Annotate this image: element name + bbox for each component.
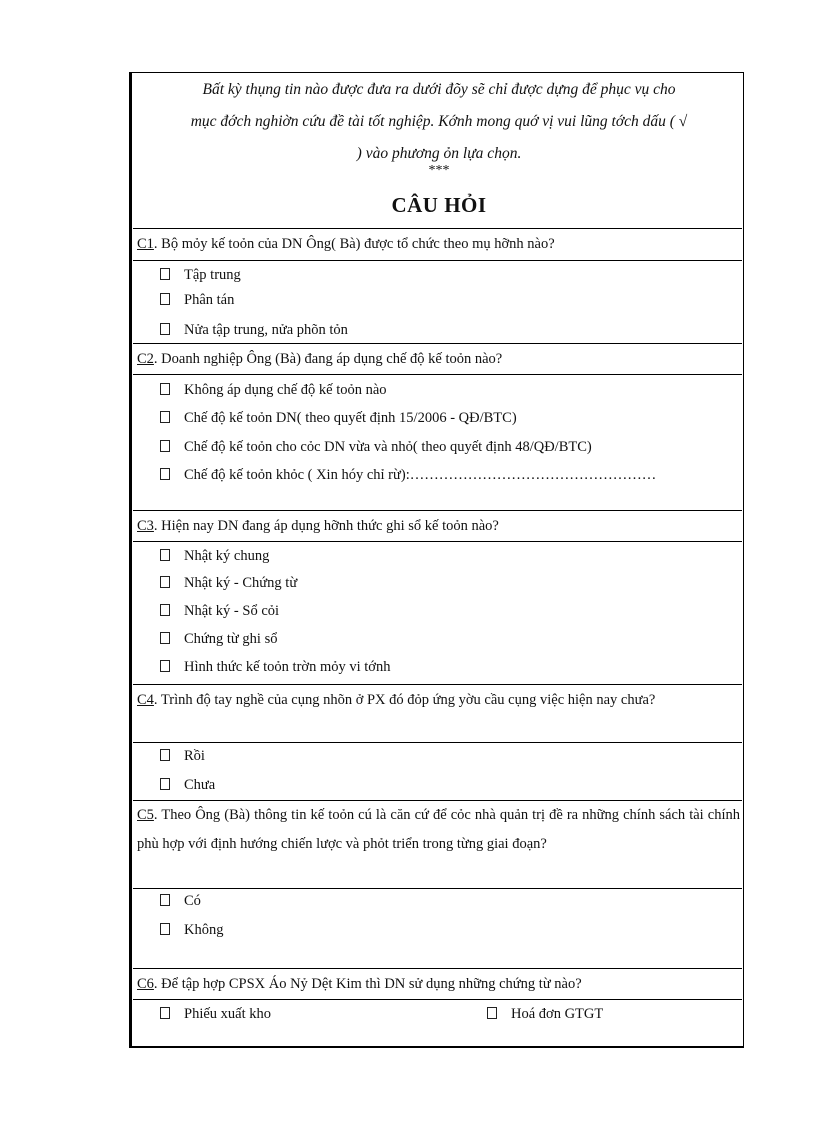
question-number: C6	[137, 976, 154, 992]
option-c6-2[interactable]	[487, 1004, 603, 1024]
option-c2-3[interactable]	[160, 437, 592, 457]
checkbox[interactable]	[160, 549, 170, 561]
checkbox[interactable]	[160, 1007, 170, 1019]
checkbox[interactable]	[160, 923, 170, 935]
checkbox[interactable]	[160, 440, 170, 452]
option-label: Không áp dụng chế độ kế toỏn nào	[184, 382, 387, 398]
divider	[133, 968, 742, 969]
intro-line-1: Bất kỳ thụng tin nào được đưa ra dưới đõy sẽ chỉ được dựng để phục vụ cho	[202, 81, 676, 98]
option-c1-3[interactable]	[160, 320, 348, 340]
checkbox[interactable]	[160, 383, 170, 395]
question-c5	[137, 801, 740, 859]
question-c1	[137, 230, 740, 259]
question-number: C3	[137, 518, 154, 534]
checkbox[interactable]	[160, 411, 170, 423]
question-text: . Để tập hợp CPSX Áo Nỷ Dệt Kim thì DN sử dụng những chứng từ nào?	[153, 976, 582, 992]
option-label: Chưa	[184, 777, 216, 793]
option-label: Phân tán	[184, 292, 235, 308]
option-c5-2[interactable]	[160, 920, 223, 940]
question-text: . Bộ mỏy kế toỏn của DN Ông( Bà) được tổ chức theo mụ hỡnh nào?	[153, 236, 555, 252]
question-number: C1	[137, 236, 154, 252]
option-label: Tập trung	[184, 267, 241, 283]
option-c1-1[interactable]	[160, 265, 241, 285]
divider	[133, 888, 742, 889]
option-c4-2[interactable]	[160, 775, 215, 795]
divider	[133, 742, 742, 743]
option-label: Phiếu xuất kho	[184, 1006, 271, 1022]
question-text: . Theo Ông (Bà) thông tin kế toỏn cú là căn cứ để cỏc nhà quản trị đề ra những chính sách tài chính phù hợp với định hướng chiến lược và phỏt triển trong từng giai đoạn?	[137, 807, 740, 852]
divider	[133, 228, 742, 229]
checkbox[interactable]	[160, 576, 170, 588]
option-label: Nhật ký - Chứng từ	[184, 575, 298, 591]
option-c2-4[interactable]	[160, 465, 656, 485]
checkbox[interactable]	[160, 894, 170, 906]
option-label: Hoá đơn GTGT	[511, 1006, 604, 1022]
option-c3-3[interactable]	[160, 601, 279, 621]
separator-stars: ***	[428, 163, 450, 178]
question-c3	[137, 512, 740, 541]
option-c3-5[interactable]	[160, 657, 390, 677]
option-label: Chế độ kế toỏn DN( theo quyết định 15/2006 - QĐ/BTC)	[184, 410, 517, 426]
checkbox[interactable]	[160, 268, 170, 280]
checkbox[interactable]	[160, 293, 170, 305]
option-c2-2[interactable]	[160, 408, 517, 428]
divider	[133, 684, 742, 685]
option-c4-1[interactable]	[160, 746, 205, 766]
divider	[133, 510, 742, 511]
option-label: Chế độ kế toỏn cho cỏc DN vừa và nhỏ( theo quyết định 48/QĐ/BTC)	[184, 439, 592, 455]
checkbox[interactable]	[160, 749, 170, 761]
option-label: Hình thức kế toỏn trờn mỏy vi tớnh	[184, 659, 391, 675]
intro-line-3: ) vào phương ỏn lựa chọn.	[356, 145, 522, 162]
checkbox[interactable]	[160, 468, 170, 480]
option-c3-2[interactable]	[160, 573, 297, 593]
option-label: Nhật ký - Sổ cỏi	[184, 603, 280, 619]
checkbox[interactable]	[160, 323, 170, 335]
question-c2	[137, 345, 740, 374]
question-text: . Hiện nay DN đang áp dụng hỡnh thức ghi sổ kế toỏn nào?	[153, 518, 499, 534]
option-label: Rồi	[184, 748, 205, 764]
question-number: C2	[137, 351, 154, 367]
option-c5-1[interactable]	[160, 891, 201, 911]
checkbox[interactable]	[160, 632, 170, 644]
question-text: . Doanh nghiệp Ông (Bà) đang áp dụng chế độ kế toỏn nào?	[153, 351, 503, 367]
option-label: Chế độ kế toỏn khỏc ( Xin hóy chỉ rừ):……………………………………………	[184, 467, 657, 483]
divider	[133, 541, 742, 542]
option-label: Chứng từ ghi sổ	[184, 631, 278, 647]
page-title: CÂU HỎI	[391, 193, 487, 217]
option-label: Có	[184, 893, 201, 909]
question-c4	[137, 686, 740, 715]
intro-paragraph	[134, 74, 744, 170]
intro-line-2: mục đớch nghiờn cứu đề tài tốt nghiệp. Kớnh mong quớ vị vui lũng tớch dấu ( √	[190, 113, 688, 130]
option-label: Nhật ký chung	[184, 548, 270, 564]
option-c3-4[interactable]	[160, 629, 277, 649]
divider	[133, 343, 742, 344]
option-c1-2[interactable]	[160, 290, 234, 310]
option-c6-1[interactable]	[160, 1004, 271, 1024]
option-c2-1[interactable]	[160, 380, 387, 400]
option-label: Nửa tập trung, nửa phõn tỏn	[184, 322, 348, 338]
divider	[133, 374, 742, 375]
question-number: C4	[137, 692, 154, 708]
option-label: Không	[184, 922, 224, 938]
checkbox[interactable]	[487, 1007, 497, 1019]
divider	[133, 260, 742, 261]
checkbox[interactable]	[160, 604, 170, 616]
option-c3-1[interactable]	[160, 546, 269, 566]
question-number: C5	[137, 807, 154, 823]
question-text: . Trình độ tay nghề của cụng nhõn ở PX đó đỏp ứng yờu cầu cụng việc hiện nay chưa?	[153, 692, 656, 708]
question-c6	[137, 970, 740, 999]
divider	[133, 999, 742, 1000]
checkbox[interactable]	[160, 778, 170, 790]
checkbox[interactable]	[160, 660, 170, 672]
